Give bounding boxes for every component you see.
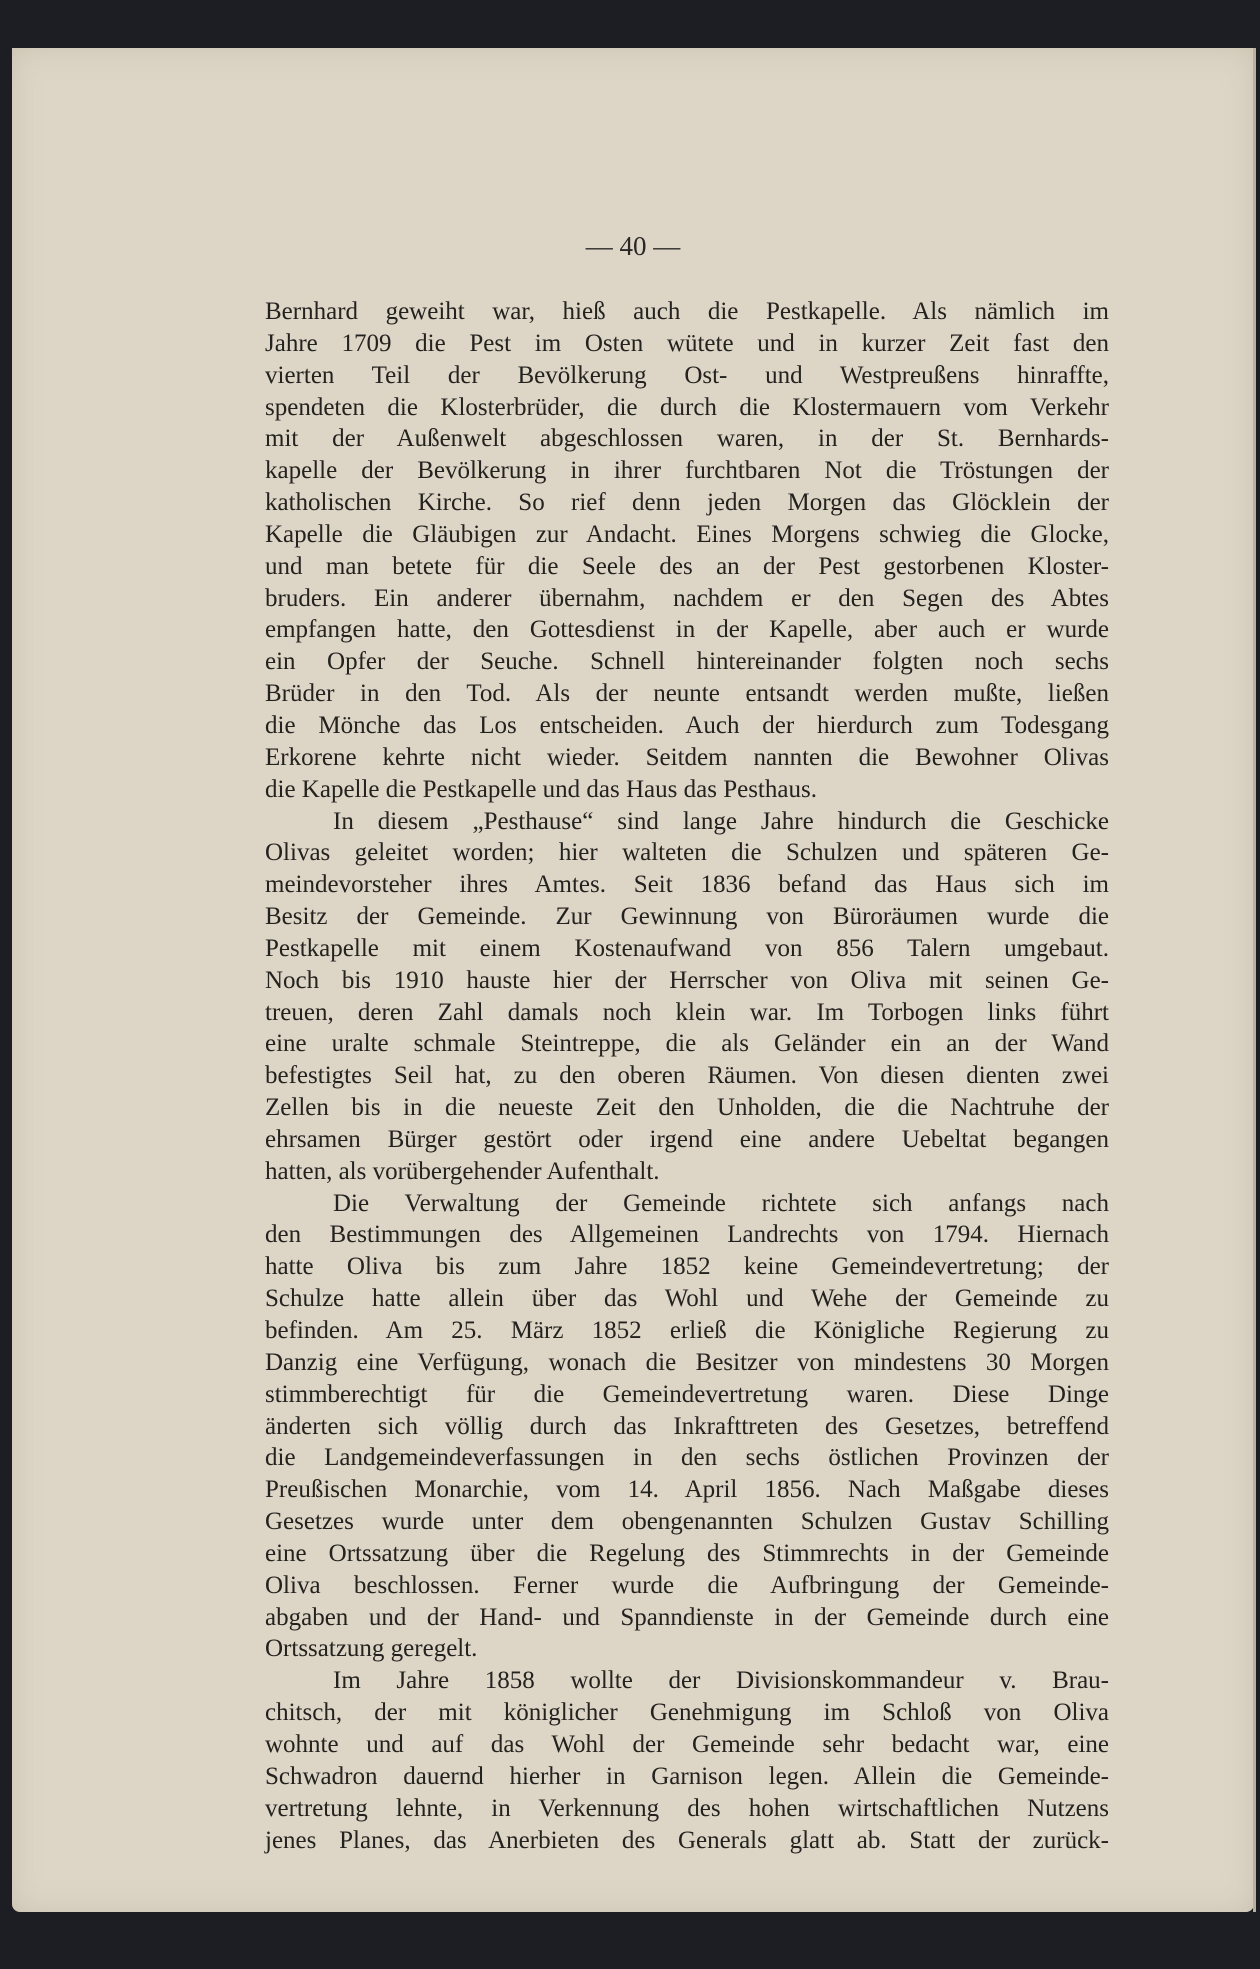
text-line: wohnte und auf das Wohl der Gemeinde sehr bedacht war, eine (265, 1730, 1109, 1758)
text-line: den Bestimmungen des Allgemeinen Landrechts von 1794. Hiernach (265, 1221, 1109, 1249)
text-line: In diesem „Pesthause“ sind lange Jahre hindurch die Geschicke (333, 807, 1109, 835)
text-line: Die Verwaltung der Gemeinde richtete sich anfangs nach (333, 1189, 1109, 1217)
text-line: bruders. Ein anderer übernahm, nachdem er den Segen des Abtes (265, 584, 1109, 612)
paragraph (265, 806, 1109, 1188)
text-line: Kapelle die Gläubigen zur Andacht. Eines Morgens schwieg die Glocke, (265, 520, 1109, 548)
text-line: befestigtes Seil hat, zu den oberen Räumen. Von diesen dienten zwei (265, 1062, 1109, 1090)
text-line: die Landgemeindeverfassungen in den sechs östlichen Provinzen der (265, 1444, 1109, 1472)
page-edge (1253, 48, 1256, 1912)
text-line: stimmberechtigt für die Gemeindevertretung waren. Diese Dinge (265, 1380, 1109, 1408)
text-line: meindevorsteher ihres Amtes. Seit 1836 befand das Haus sich im (265, 871, 1109, 899)
text-line: empfangen hatte, den Gottesdienst in der Kapelle, aber auch er wurde (265, 616, 1109, 644)
text-line: und man betete für die Seele des an der Pest gestorbenen Kloster- (265, 552, 1109, 580)
text-line: chitsch, der mit königlicher Genehmigung im Schloß von Oliva (265, 1699, 1109, 1727)
text-line: befinden. Am 25. März 1852 erließ die Königliche Regierung zu (265, 1317, 1109, 1344)
paragraph (265, 1188, 1109, 1666)
text-line: eine uralte schmale Steintreppe, die als Geländer ein an der Wand (265, 1030, 1109, 1058)
text-line: Im Jahre 1858 wollte der Divisionskommandeur v. Brau- (333, 1667, 1109, 1695)
text-line: mit der Außenwelt abgeschlossen waren, in der St. Bernhards- (265, 425, 1109, 453)
text-line: hatte Oliva bis zum Jahre 1852 keine Gemeindevertretung; der (265, 1253, 1109, 1281)
paragraph (265, 1665, 1109, 1856)
text-line: Schwadron dauernd hierher in Garnison legen. Allein die Gemeinde- (265, 1762, 1109, 1790)
text-line: Preußischen Monarchie, vom 14. April 1856. Nach Maßgabe dieses (265, 1476, 1109, 1504)
text-line: Noch bis 1910 hauste hier der Herrscher von Oliva mit seinen Ge- (265, 966, 1109, 994)
text-line: änderten sich völlig durch das Inkrafttreten des Gesetzes, betreffend (265, 1412, 1109, 1440)
text-line: katholischen Kirche. So rief denn jeden Morgen das Glöcklein der (265, 489, 1109, 517)
text-line: treuen, deren Zahl damals noch klein war. Im Torbogen links führt (265, 998, 1109, 1026)
text-line: vertretung lehnte, in Verkennung des hohen wirtschaftlichen Nutzens (265, 1794, 1109, 1822)
text-line: vierten Teil der Bevölkerung Ost- und Westpreußens hinraffte, (265, 361, 1109, 389)
text-line: Erkorene kehrte nicht wieder. Seitdem nannten die Bewohner Olivas (265, 743, 1109, 771)
body-text (265, 296, 1109, 1856)
text-line: ein Opfer der Seuche. Schnell hintereinander folgten noch sechs (265, 648, 1109, 676)
text-line: die Kapelle die Pestkapelle und das Haus das Pesthaus. (265, 775, 817, 803)
paragraph (265, 296, 1109, 806)
text-line: die Mönche das Los entscheiden. Auch der hierdurch zum Todesgang (265, 711, 1109, 739)
text-line: Jahre 1709 die Pest im Osten wütete und in kurzer Zeit fast den (265, 329, 1109, 357)
text-line: jenes Planes, das Anerbieten des Generals glatt ab. Statt der zurück- (265, 1826, 1109, 1854)
text-line: eine Ortssatzung über die Regelung des Stimmrechts in der Gemeinde (265, 1539, 1109, 1567)
text-line: Schulze hatte allein über das Wohl und Wehe der Gemeinde zu (265, 1285, 1109, 1313)
text-line: Pestkapelle mit einem Kostenaufwand von 856 Talern umgebaut. (265, 934, 1109, 962)
text-line: Brüder in den Tod. Als der neunte entsandt werden mußte, ließen (265, 680, 1109, 708)
text-line: abgaben und der Hand- und Spanndienste in der Gemeinde durch eine (265, 1603, 1109, 1631)
text-line: Besitz der Gemeinde. Zur Gewinnung von Büroräumen wurde die (265, 903, 1109, 931)
text-line: Gesetzes wurde unter dem obengenannten Schulzen Gustav Schilling (265, 1508, 1109, 1536)
text-line: ehrsamen Bürger gestört oder irgend eine andere Uebeltat begangen (265, 1125, 1109, 1153)
text-line: Bernhard geweiht war, hieß auch die Pestkapelle. Als nämlich im (265, 298, 1109, 325)
text-line: Ortssatzung geregelt. (265, 1635, 478, 1663)
text-line: spendeten die Klosterbrüder, die durch die Klostermauern vom Verkehr (265, 393, 1109, 421)
text-line: Danzig eine Verfügung, wonach die Besitzer von mindestens 30 Morgen (265, 1348, 1109, 1376)
text-line: Oliva beschlossen. Ferner wurde die Aufbringung der Gemeinde- (265, 1571, 1109, 1599)
text-line: kapelle der Bevölkerung in ihrer furchtbaren Not die Tröstungen der (265, 457, 1109, 485)
text-line: Olivas geleitet worden; hier walteten die Schulzen und späteren Ge- (265, 839, 1109, 867)
text-line: hatten, als vorübergehender Aufenthalt. (265, 1157, 660, 1185)
page-number: — 40 — (585, 231, 681, 261)
scanned-page (12, 48, 1254, 1912)
text-line: Zellen bis in die neueste Zeit den Unholden, die die Nachtruhe der (265, 1094, 1109, 1122)
